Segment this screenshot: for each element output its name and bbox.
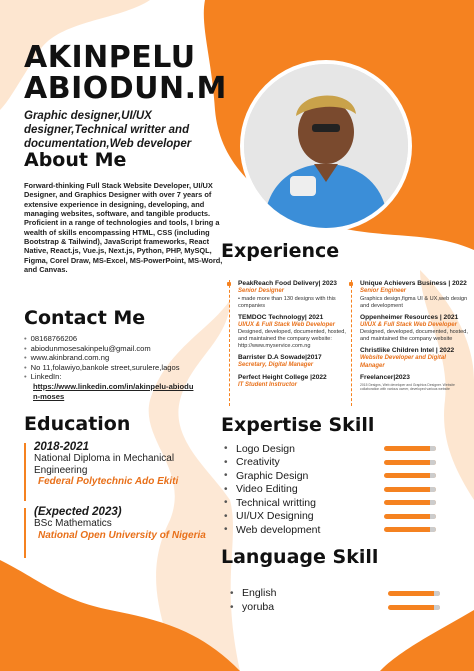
skill-level-bar <box>384 527 436 532</box>
contact-list <box>24 334 229 401</box>
experience-desc: Designed, developed, documented, hosted, and maintained the company website: http://www.myservice.com.ng <box>238 329 346 349</box>
experience-footnote: 2015 Designs, Web developer and Graphics Designer. Website collaboration with various owner, developed various website <box>360 383 455 391</box>
language-name: English <box>242 587 277 599</box>
skill-level-bar <box>384 473 436 478</box>
contact-heading: Contact Me <box>24 307 146 329</box>
skill-name: Technical writting <box>236 496 316 509</box>
education-school: National Open University of Nigeria <box>38 529 206 541</box>
contact-website[interactable] <box>24 353 229 363</box>
experience-title: Barrister D.A Sowade|2017 <box>238 354 322 361</box>
timeline-dot <box>227 282 231 286</box>
address-text: No 11,folawiyo,bankole street,surulere,lagos <box>30 362 180 372</box>
education-item <box>24 506 214 541</box>
bullet-icon: • <box>230 587 234 599</box>
experience-item <box>238 314 354 351</box>
linkedin-link[interactable]: https://www.linkedin.com/in/akinpelu-abiodun-moses <box>33 381 194 401</box>
experience-title: Perfect Height College |2022 <box>238 373 327 381</box>
experience-title: TEMDOC Technology| 2021 <box>238 313 324 321</box>
timeline-bar <box>24 508 26 558</box>
bullet-icon: • <box>224 470 228 482</box>
email-text[interactable]: abiodunmosesakinpelu@gmail.com <box>30 343 151 353</box>
experience-role: IT Student Instructor <box>238 381 297 388</box>
language-row <box>230 586 440 600</box>
experience-column-right <box>360 280 472 391</box>
skill-row <box>224 442 436 456</box>
bullet-icon: • <box>224 483 228 495</box>
bullet-icon: • <box>224 524 228 536</box>
bullet-icon: • <box>224 510 228 522</box>
language-level-bar <box>388 591 440 596</box>
profile-photo <box>240 60 412 232</box>
experience-role: Senior Designer <box>238 288 285 294</box>
skill-name: Creativity <box>236 456 280 469</box>
experience-role: UI/UX & Full Stack Web Developer <box>238 321 335 328</box>
experience-item <box>360 314 472 344</box>
website-text[interactable]: www.akinbrand.com.ng <box>30 353 110 363</box>
experience-title: Unique Achievers Business | 2022 <box>360 280 467 287</box>
skill-level-bar <box>384 446 436 451</box>
name-line1: AKINPELU <box>24 40 196 75</box>
contact-email[interactable] <box>24 344 229 354</box>
skill-name: UI/UX Designing <box>236 510 314 523</box>
education-degree: BSc Mathematics <box>34 518 112 529</box>
education-item <box>24 441 214 488</box>
language-name: yoruba <box>242 601 275 613</box>
linkedin-link-row[interactable] <box>24 382 194 401</box>
bullet-icon: • <box>24 353 27 363</box>
experience-desc: • made more than 130 designs with this companies <box>238 295 336 309</box>
skill-row <box>224 510 436 524</box>
skill-row <box>224 483 436 497</box>
skills-list <box>224 442 436 537</box>
skill-name: Web development <box>236 523 321 536</box>
job-titles: Graphic designer,UI/UX designer,Technical writter and documentation,Web developer <box>24 110 192 150</box>
bullet-icon: • <box>24 362 27 372</box>
experience-item <box>360 374 472 382</box>
skill-name: Logo Design <box>236 442 295 455</box>
experience-desc: Designed, developed, documented, hosted, and maintained the company website <box>360 329 468 342</box>
bullet-icon: • <box>224 443 228 455</box>
language-row <box>230 600 440 614</box>
contact-linkedin <box>24 372 229 382</box>
skill-name: Video Editing <box>236 483 298 496</box>
experience-title: Freelancer|2023 <box>360 374 410 381</box>
profile-photo-image <box>244 64 408 228</box>
language-heading: Language Skill <box>221 546 379 568</box>
skill-level-bar <box>384 460 436 465</box>
contact-address <box>24 363 229 373</box>
education-degree: National Diploma in Mechanical Engineering <box>34 453 175 476</box>
skill-level-bar <box>384 487 436 492</box>
education-year: 2018-2021 <box>34 441 89 453</box>
bullet-icon: • <box>24 343 27 353</box>
contact-phone <box>24 334 229 344</box>
language-level-bar <box>388 605 440 610</box>
experience-title: PeakReach Food Delivery| 2023 <box>238 280 337 287</box>
timeline-bar <box>24 443 26 501</box>
phone-text: 08168766206 <box>30 334 78 343</box>
person-silhouette-icon <box>244 64 408 228</box>
skill-level-bar <box>384 514 436 519</box>
bullet-icon: • <box>24 334 27 343</box>
bullet-icon: • <box>224 497 228 509</box>
name-line2: ABIODUN.M <box>24 71 227 106</box>
experience-role: Secretary, Digital Manager <box>238 362 314 368</box>
expertise-heading: Expertise Skill <box>221 414 375 436</box>
experience-column-left <box>238 280 354 393</box>
experience-item <box>238 280 354 310</box>
about-heading: About Me <box>24 149 127 171</box>
skill-level-bar <box>384 500 436 505</box>
experience-role: UI/UX & Full Stack Web Developer <box>360 321 457 328</box>
bullet-icon: • <box>24 372 27 382</box>
language-list <box>230 586 440 614</box>
linkedin-label: LinkedIn: <box>30 372 62 382</box>
experience-title: Christlike Children Intel | 2022 <box>360 347 455 354</box>
experience-role: Website Developer and Digital Manager <box>360 355 446 369</box>
timeline-line <box>229 280 230 406</box>
skill-row <box>224 456 436 470</box>
experience-item <box>360 347 472 370</box>
education-year: (Expected 2023) <box>34 506 122 518</box>
experience-title: Oppenheimer Resources | 2021 <box>360 313 459 321</box>
skill-row <box>224 469 436 483</box>
person-name <box>24 42 227 104</box>
experience-role: Senior Engineer <box>360 288 407 294</box>
bottom-right-orange-blob <box>380 610 474 671</box>
skill-row <box>224 496 436 510</box>
skill-name: Graphic Design <box>236 469 309 482</box>
experience-item <box>360 280 472 310</box>
experience-item <box>238 374 354 390</box>
experience-desc: Graphics design,figma UI & UX,web design and development <box>360 295 468 309</box>
experience-heading: Experience <box>221 240 340 262</box>
education-school: Federal Polytechnic Ado Ekiti <box>38 476 179 487</box>
about-text: Forward-thinking Full Stack Website Developer, UI/UX Designer, and Graphics Designer with over 7 years of extensive experience in designing, developing, and managing websites, software, and tangible products. Proficient in a range of technologies and tools, I bring a wealth of skills encompassing HTML, CSS (including Bootstrap & Tailwind), JavaScript frameworks, React Native, React.js, Vue.js, Next.js, Python, PHP, MySQL, Figma, Corel Draw, MS-Excel, MS-PowerPoint, MS-Word, and Canvas. <box>24 181 223 275</box>
bullet-icon: • <box>224 456 228 468</box>
bullet-icon: • <box>230 601 234 613</box>
experience-item <box>238 354 354 370</box>
education-heading: Education <box>24 413 131 435</box>
skill-row <box>224 523 436 537</box>
